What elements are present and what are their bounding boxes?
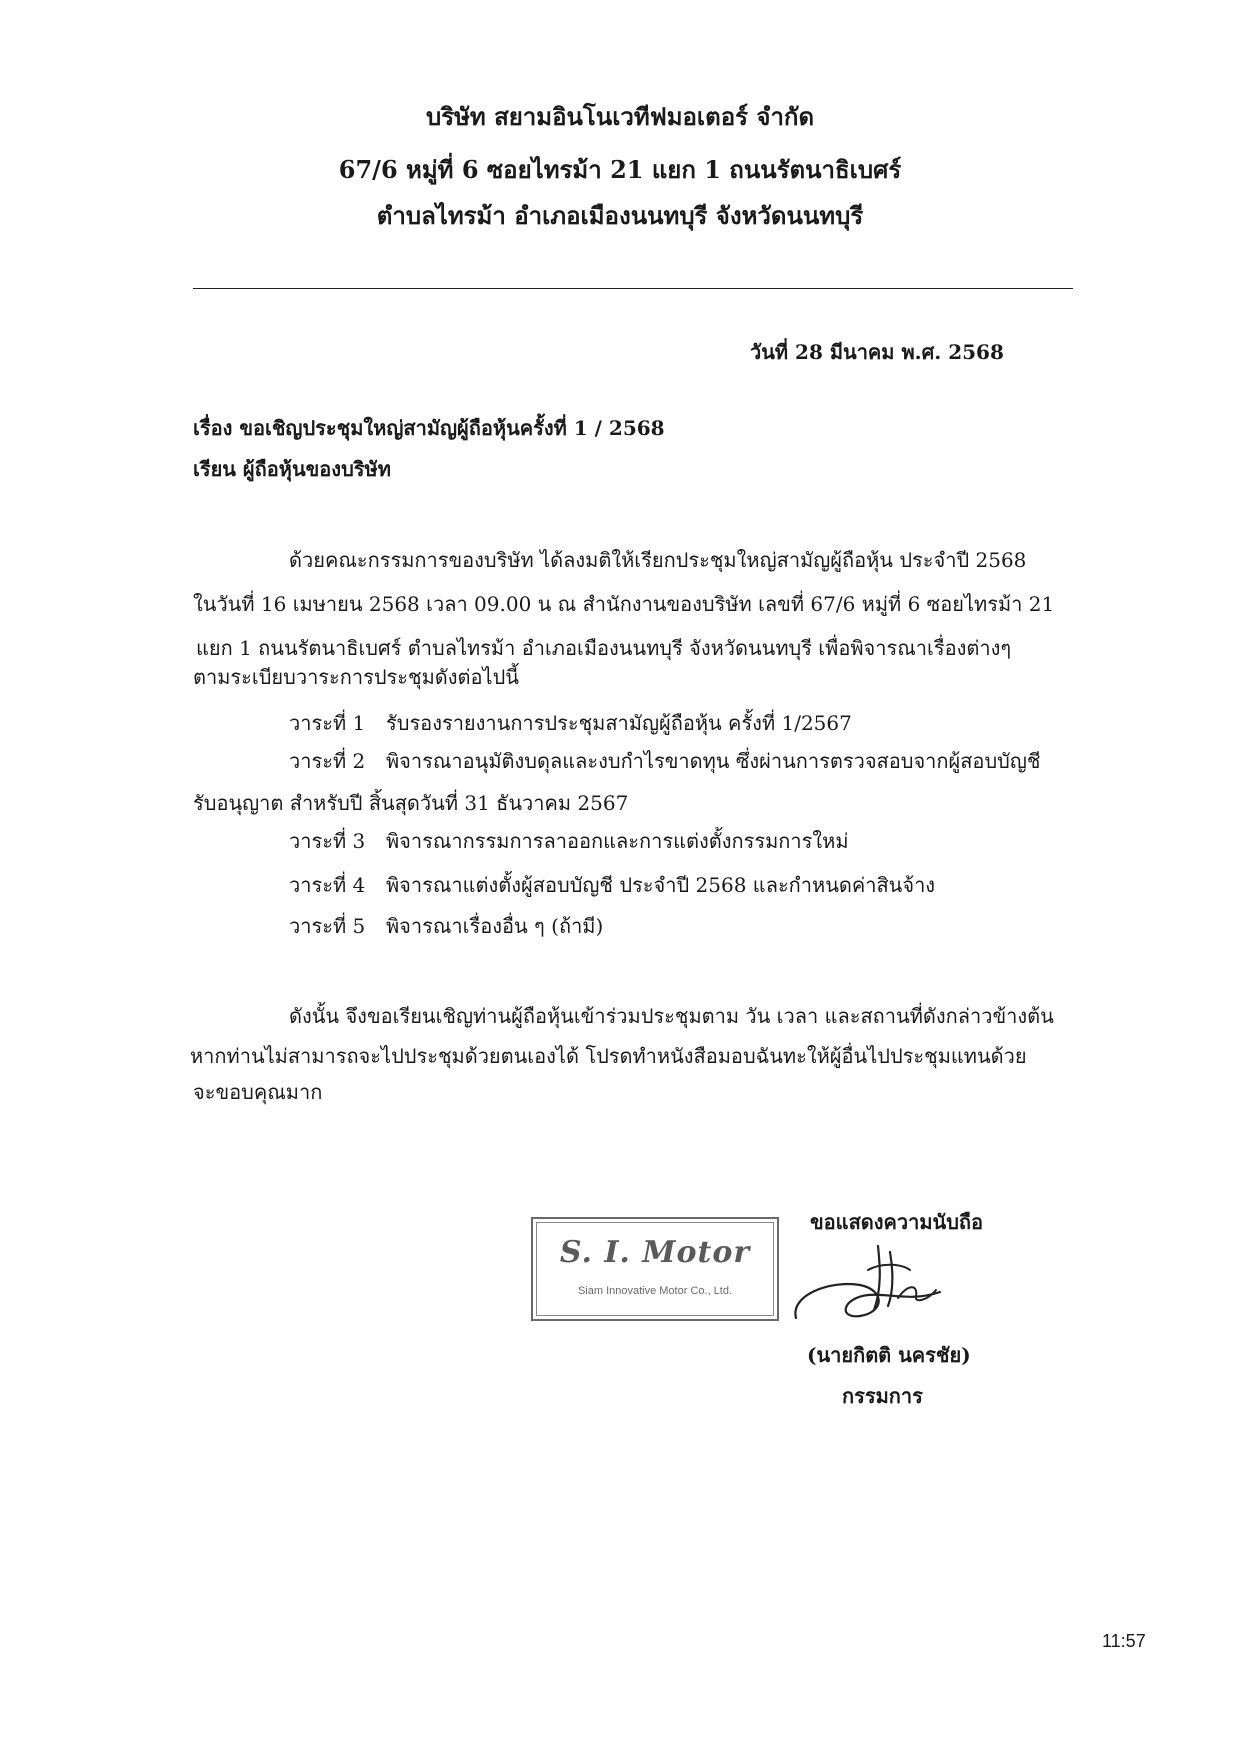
intro-line-2: ในวันที่ 16 เมษายน 2568 เวลา 09.00 น ณ สำนักงานของบริษัท เลขที่ 67/6 หมู่ที่ 6 ซอยไทรม้า 21 <box>193 592 1055 616</box>
agenda-item-2-continuation: รับอนุญาต สำหรับปี สิ้นสุดวันที่ 31 ธันวาคม 2567 <box>193 791 629 815</box>
agenda-item-5-text: พิจารณาเรื่องอื่น ๆ (ถ้ามี) <box>386 914 604 938</box>
company-address-line1: 67/6 หมู่ที่ 6 ซอยไทรม้า 21 แยก 1 ถนนรัตนาธิเบศร์ <box>338 155 902 184</box>
agenda-item-5-label: วาระที่ 5 <box>289 914 366 938</box>
intro-line-1: ด้วยคณะกรรมการของบริษัท ได้ลงมติให้เรียกประชุมใหญ่สามัญผู้ถือหุ้น ประจำปี 2568 <box>289 548 1027 572</box>
closing-regards: ขอแสดงความนับถือ <box>810 1210 984 1234</box>
agenda-item-4-text: พิจารณาแต่งตั้งผู้สอบบัญชี ประจำปี 2568 และกำหนดค่าสินจ้าง <box>386 873 936 897</box>
stamp-company-name: Siam Innovative Motor Co., Ltd. <box>577 1285 733 1297</box>
closing-line-3: จะขอบคุณมาก <box>193 1080 323 1104</box>
letter-date: วันที่ 28 มีนาคม พ.ศ. 2568 <box>750 340 1004 364</box>
closing-line-1: ดังนั้น จึงขอเรียนเชิญท่านผู้ถือหุ้นเข้าร่วมประชุมตาม วัน เวลา และสถานที่ดังกล่าวข้างต้น <box>289 1004 1054 1028</box>
agenda-item-2-label: วาระที่ 2 <box>289 749 366 773</box>
agenda-item-1-text: รับรองรายงานการประชุมสามัญผู้ถือหุ้น ครั้งที่ 1/2567 <box>386 711 852 735</box>
agenda-item-1-label: วาระที่ 1 <box>289 711 366 735</box>
signatory-name: (นายกิตติ นครชัย) <box>807 1343 971 1367</box>
intro-line-3: แยก 1 ถนนรัตนาธิเบศร์ ตำบลไทรม้า อำเภอเมืองนนทบุรี จังหวัดนนทบุรี เพื่อพิจารณาเรื่องต่างๆ <box>196 636 1012 660</box>
stamp-logo-text: S. I. Motor <box>559 1235 751 1270</box>
company-stamp <box>531 1217 779 1321</box>
closing-line-2: หากท่านไม่สามารถจะไปประชุมด้วยตนเองได้ โปรดทำหนังสือมอบฉันทะให้ผู้อื่นไปประชุมแทนด้วย <box>190 1044 1027 1068</box>
timestamp: 11:57 <box>1102 1631 1146 1651</box>
agenda-item-4-label: วาระที่ 4 <box>289 873 366 897</box>
company-address-line2: ตำบลไทรม้า อำเภอเมืองนนทบุรี จังหวัดนนทบุรี <box>376 201 864 230</box>
agenda-item-2-text: พิจารณาอนุมัติงบดุลและงบกำไรขาดทุน ซึ่งผ่านการตรวจสอบจากผู้สอบบัญชี <box>386 749 1041 773</box>
agenda-item-3-text: พิจารณากรรมการลาออกและการแต่งตั้งกรรมการใหม่ <box>386 829 849 853</box>
agenda-item-3-label: วาระที่ 3 <box>289 829 366 853</box>
letter-recipient: เรียน ผู้ถือหุ้นของบริษัท <box>193 457 391 481</box>
signatory-position: กรรมการ <box>842 1384 923 1408</box>
intro-line-4: ตามระเบียบวาระการประชุมดังต่อไปนี้ <box>193 665 519 689</box>
letter-subject: เรื่อง ขอเชิญประชุมใหญ่สามัญผู้ถือหุ้นครั้งที่ 1 / 2568 <box>193 416 665 440</box>
company-name: บริษัท สยามอินโนเวทีฟมอเตอร์ จำกัด <box>425 102 815 131</box>
header-divider <box>193 288 1073 289</box>
signature-mark <box>790 1240 960 1340</box>
